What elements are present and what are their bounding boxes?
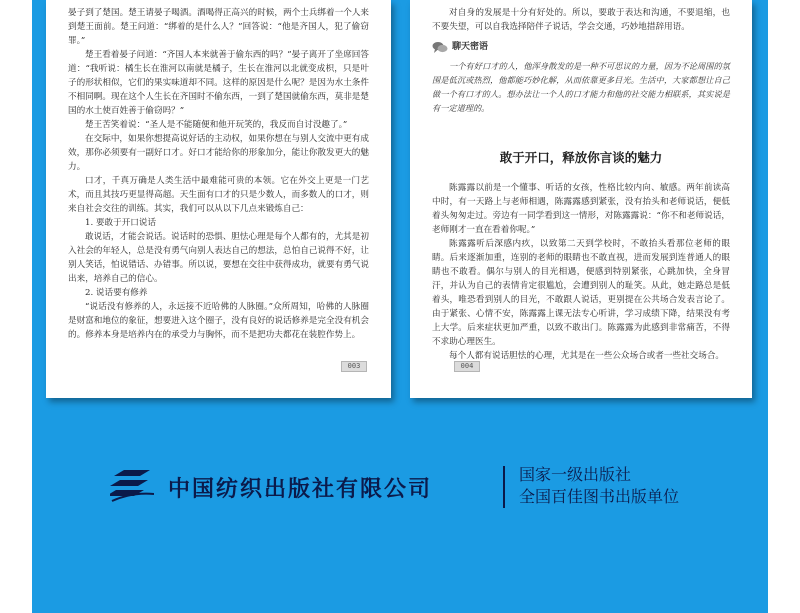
chat-text: 一个有好口才的人，他浑身散发的是一种不可思议的力量，因为不论周围的氛围是低沉或热烈，他都能巧妙化解，从而依靠更多目光。生活中，大家都想让自己做一个有口才的人。想办法让一个人的口才能力和他的社交能力相联系，其实说是有一定道理的。 bbox=[432, 61, 730, 113]
right-page-body bbox=[432, 6, 730, 363]
left-page bbox=[46, 0, 391, 398]
left-paragraph-2: 楚王看着晏子问道：“齐国人本来就善于偷东西的吗？”晏子离开了坐席回答道：“我听说：橘生长在淮河以南就是橘子，生长在淮河以北就变成枳，只是叶子的形状相似，它们的果实味道却不同。这样的原因是什么呢？是因为水土条件不相同啊。现在这个人生长在齐国时不偷东西，一到了楚国就偷东西，莫非是楚国的水土使百姓善于偷窃吗？” bbox=[68, 50, 369, 116]
right-paragraph-1: 陈露露以前是一个懂事、听话的女孩，性格比较内向、敏感。两年前读高中时，有一天路上与老师相遇，陈露露感到紧张，没有抬头和老师说话，便低着头匆匆走过。旁边有一同学看到这一情形，对陈露露说：“你不和老师说话，老师刚才一直在看着你呢。” bbox=[432, 183, 730, 235]
chat-section-header bbox=[432, 40, 730, 54]
left-paragraph-3: 楚王苦笑着说：“圣人是不能随便和他开玩笑的，我反而自讨没趣了。” bbox=[85, 120, 348, 130]
left-page-number: 003 bbox=[341, 361, 367, 372]
left-page-body bbox=[68, 6, 369, 342]
publisher-swoosh-icon bbox=[110, 468, 154, 506]
left-subhead-1: 1. 要敢于开口说话 bbox=[85, 218, 157, 228]
publisher-tagline bbox=[519, 464, 679, 508]
right-paragraph-2: 陈露露听后深感内疚，以致第二天到学校时，不敢抬头看那位老师的眼睛。后来逐渐加重，连别的老师的眼睛也不敢直视，进而发展到连普通人的眼睛也不敢看。偶尔与别人的目光相遇，便感到特别紧张，心跳加快，全身冒汗，并认为自己的表情肯定很尴尬，会遭到别人的耻笑。从此，她走路总是低着头，唯恐看到别人的目光，不敢跟人说话，更别提在公共场合发表言论了。由于紧张、心情不安，陈露露上课无法专心听讲，学习成绩下降，结果没有考上大学。后来症状更加严重，以致不敢出门。陈露露为此感到非常痛苦，不得不求助心理医生。 bbox=[432, 239, 730, 347]
section-title: 敢于开口，释放你言谈的魅力 bbox=[499, 150, 663, 165]
banner-divider bbox=[503, 466, 505, 508]
chat-title: 聊天密语 bbox=[452, 42, 489, 52]
left-paragraph-7: “说话没有修养的人，永远接不近哈佛的人脉圈。”众所周知，哈佛的人脉圈是财富和地位的象征，想要进入这个圈子，没有良好的说话修养是完全没有机会的。修养本身是培养内在的承受力与胸怀，而不是把功夫都花在装腔作势上。 bbox=[68, 302, 369, 340]
chat-bubble-icon bbox=[432, 41, 448, 54]
publisher-name: 中国纺织出版社有限公司 bbox=[168, 475, 433, 502]
right-paragraph-3: 每个人都有说话胆怯的心理，尤其是在一些公众场合或者一些社交场合。 bbox=[449, 351, 725, 361]
tagline-line-2: 全国百佳图书出版单位 bbox=[519, 487, 680, 506]
left-paragraph-6: 敢说话，才能会说话。说话时的恐惧、胆怯心理是每个人都有的，尤其是初入社会的年轻人，总是没有勇气向别人表达自己的想法，总怕自己说得不好，让别人笑话，怕说错话、办错事。所以说，要想在交往中获得成功，就要有勇气说出来，培养自己的信心。 bbox=[68, 232, 369, 284]
left-paragraph-1: 晏子到了楚国。楚王请晏子喝酒。酒喝得正高兴的时候，两个士兵绑着一个人来到楚王面前。楚王问道：“绑着的是什么人？”回答说：“他是齐国人，犯了偷窃罪。” bbox=[68, 8, 369, 46]
publisher-logo bbox=[110, 466, 432, 508]
right-page bbox=[410, 0, 752, 398]
right-top-text: 对自身的发展是十分有好处的。所以，要敢于表达和沟通，不要退缩，也不要失望，可以自我选择陪伴子说话，学会交通，巧妙地措辞用语。 bbox=[432, 8, 730, 32]
right-page-number: 004 bbox=[454, 361, 480, 372]
left-paragraph-5: 口才，千真万确是人类生活中最难能可贵的本领。它在外交上更是一门艺术，而且其技巧更显得高超。天生面有口才的只是少数人，而多数人的口才，则来自社会交往的训练。其实，我们可以从以下几点来锻炼自己： bbox=[68, 176, 369, 214]
left-subhead-2: 2. 说话要有修养 bbox=[85, 288, 148, 298]
left-paragraph-4: 在交际中，如果你想提高说好话的主动权，如果你想在与别人交流中更有成效，那你必须要有一副好口才。好口才能给你的形象加分，能让你散发更大的魅力。 bbox=[68, 134, 369, 172]
tagline-line-1: 国家一级出版社 bbox=[519, 465, 632, 484]
